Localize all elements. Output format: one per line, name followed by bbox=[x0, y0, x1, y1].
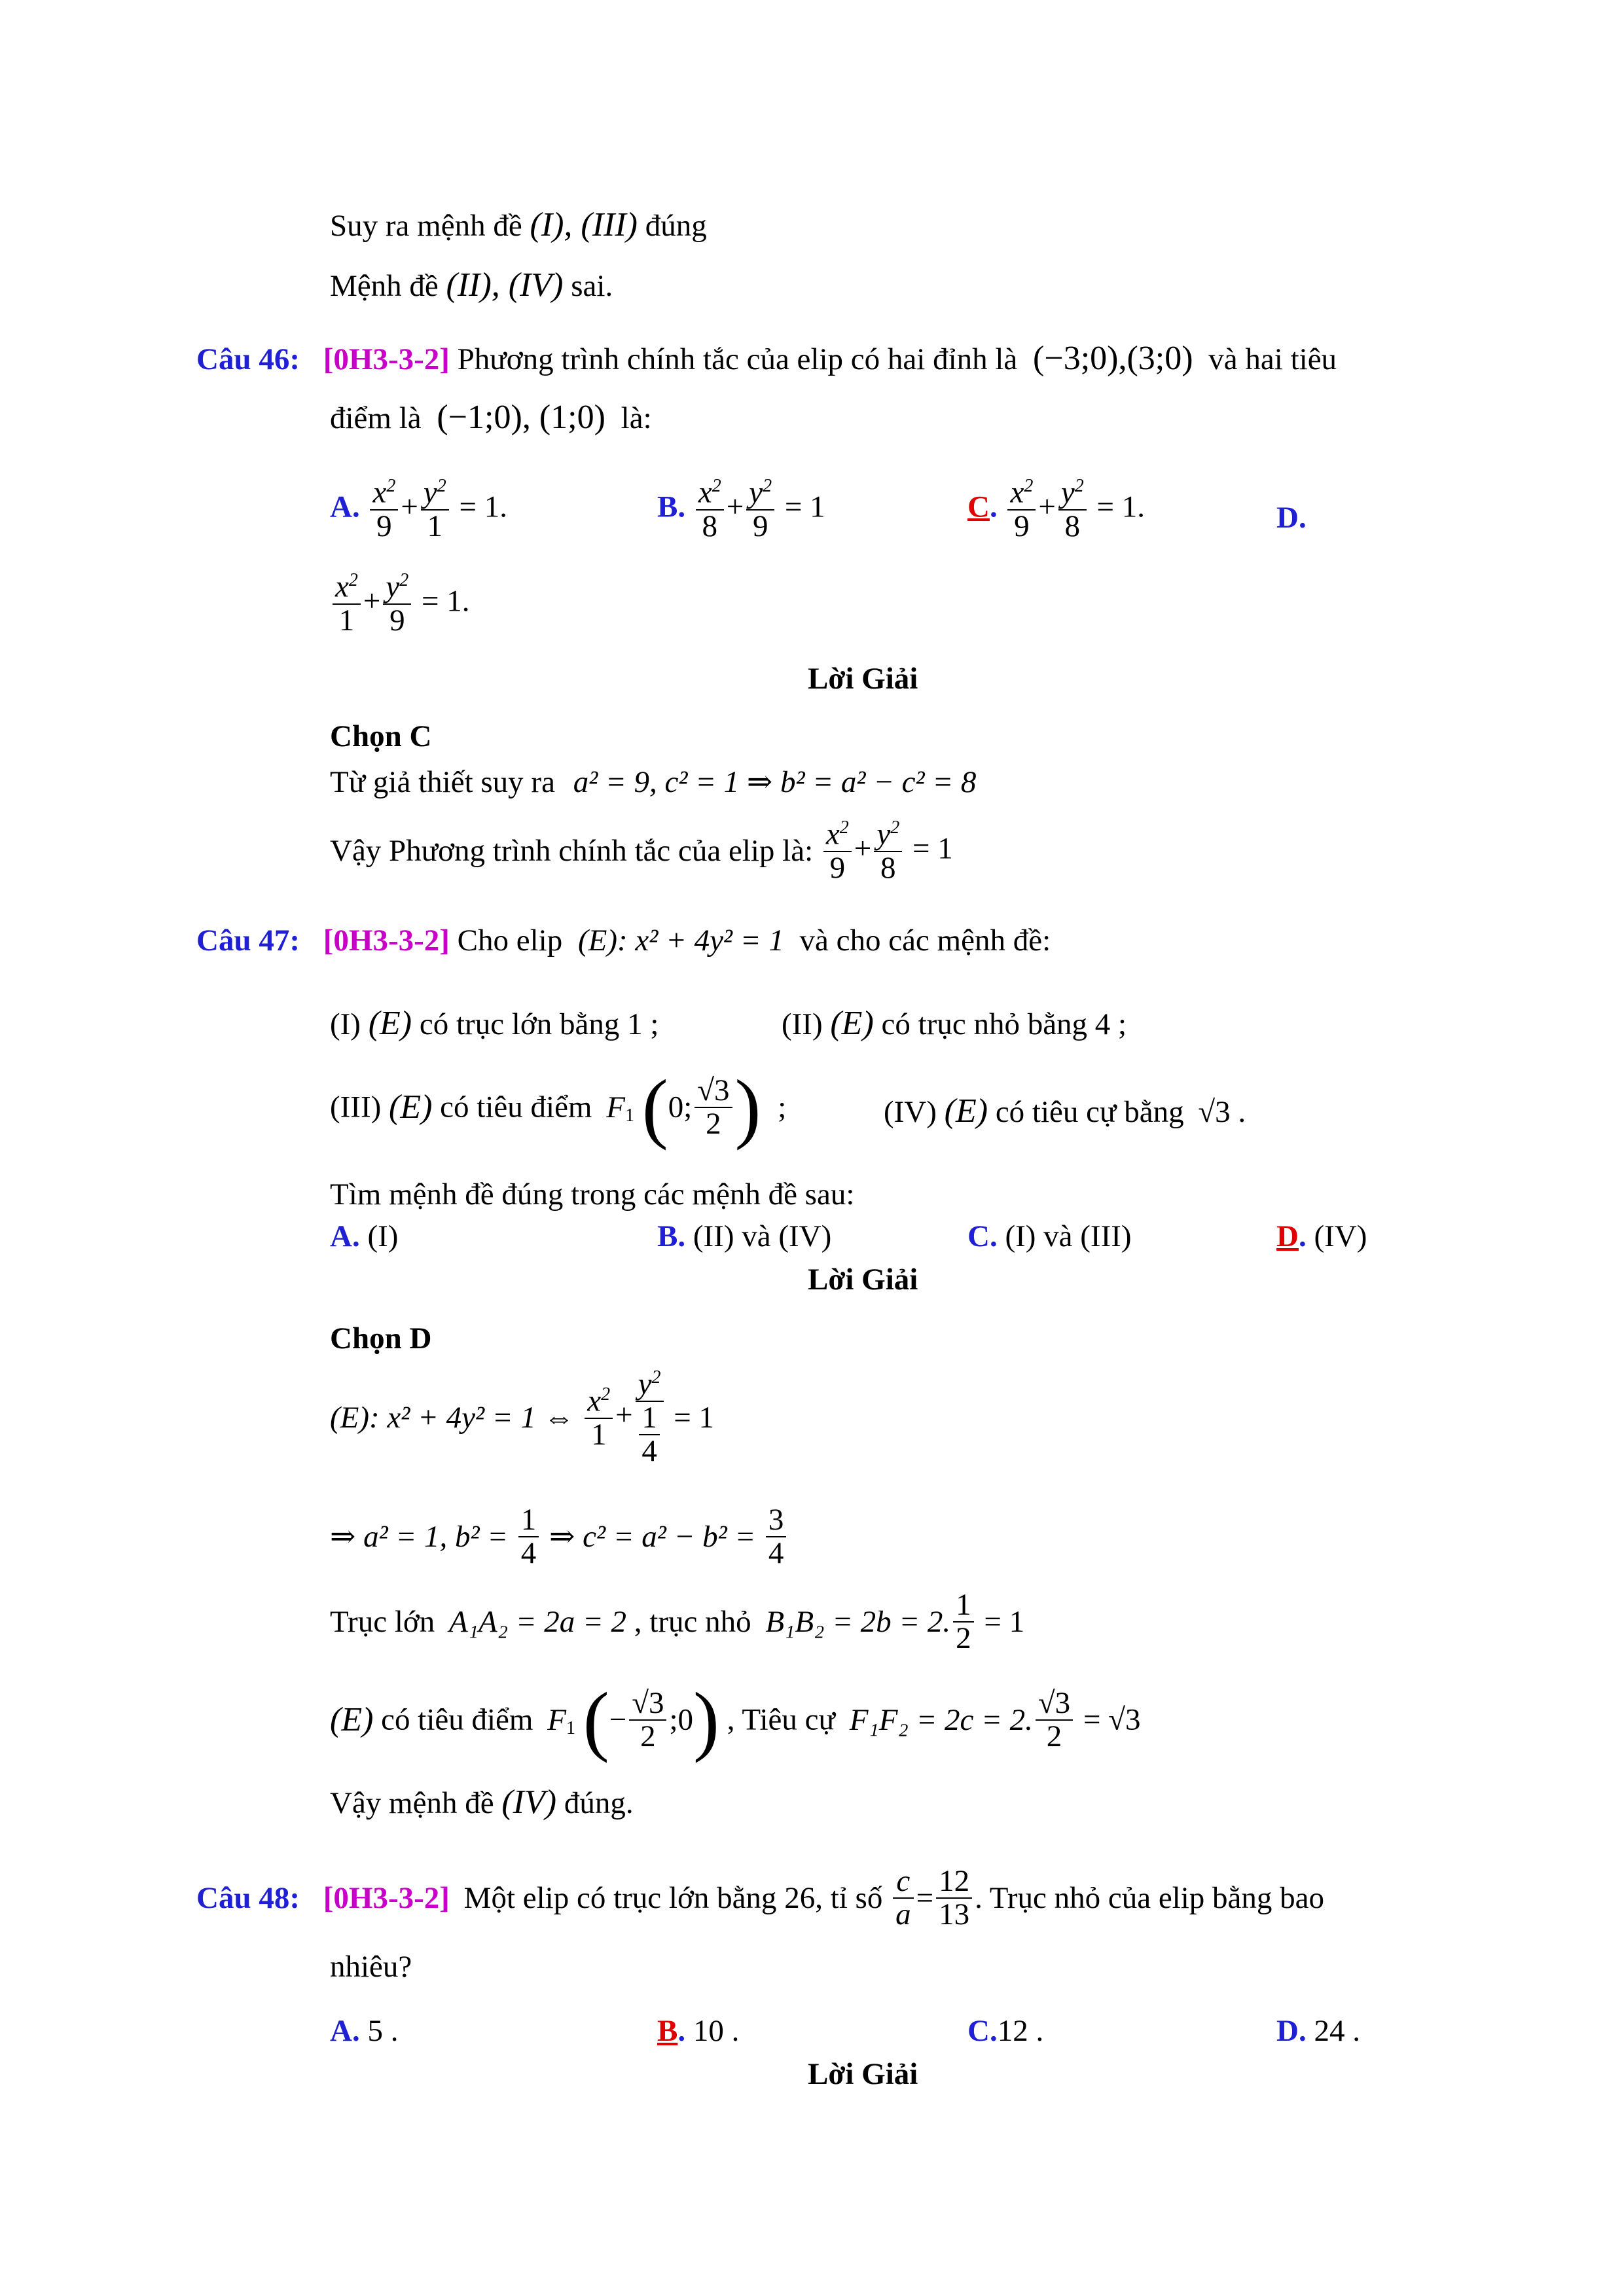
q47-solution-line-1: (E): x² + 4y² = 1 ⇔ $\frac{x^2}{1}$ + $\frac{y^2}{\frac{1}{4}}$ = 1 bbox=[330, 1367, 715, 1469]
math: (II), (IV) bbox=[446, 266, 564, 304]
q48-line-2: nhiêu? bbox=[330, 1950, 412, 1984]
text: Vậy mệnh đề bbox=[330, 1786, 494, 1820]
math: 0; bbox=[668, 1090, 693, 1124]
text: , Tiêu cự bbox=[727, 1702, 835, 1737]
q48-option-b[interactable] bbox=[657, 2016, 739, 2047]
option-text: (II) và (IV) bbox=[693, 1219, 832, 1253]
math: = √3 bbox=[1083, 1702, 1141, 1737]
equation-end: = 1 bbox=[912, 831, 953, 866]
top-line-1 bbox=[330, 208, 707, 242]
option-letter: C. bbox=[967, 1219, 998, 1253]
option-dot: . bbox=[1298, 1219, 1307, 1253]
math: − bbox=[609, 1702, 627, 1737]
fraction: $\frac{y^2}{8}$ bbox=[1058, 476, 1087, 543]
fraction: $\frac{√3}{2}$ bbox=[1036, 1687, 1073, 1753]
option-letter: B. bbox=[657, 490, 686, 524]
q46-line-2 bbox=[330, 401, 652, 435]
subscript: 1 bbox=[566, 1718, 575, 1739]
q48-option-a[interactable] bbox=[330, 2016, 398, 2047]
math: F₁F₂ = 2c = 2. bbox=[849, 1702, 1033, 1737]
text: Từ giả thiết suy ra bbox=[330, 765, 555, 799]
fraction: $\frac{√3}{2}$ bbox=[629, 1687, 666, 1753]
question-tag: [0H3-3-2] bbox=[323, 342, 450, 376]
math: F bbox=[606, 1090, 625, 1124]
chosen-answer: Chọn D bbox=[330, 1321, 432, 1355]
math: = 1 bbox=[984, 1604, 1025, 1639]
math: A₁A₂ = 2a = 2 bbox=[448, 1604, 627, 1639]
math: (E) bbox=[330, 1701, 374, 1738]
q48-option-c[interactable] bbox=[967, 2016, 1043, 2047]
q47-proposition-2 bbox=[782, 1007, 1127, 1041]
fraction: $\frac{x^2}{9}$ bbox=[1007, 476, 1036, 543]
q48-line-1 bbox=[196, 1865, 1324, 1931]
q46-option-c[interactable]: C. $\frac{x^2}{9}$ + $\frac{y^2}{8}$ = 1. bbox=[967, 475, 1145, 543]
option-letter: D. bbox=[1276, 501, 1307, 535]
text: Trục lớn bbox=[330, 1604, 435, 1639]
fraction: $\frac{3}{4}$ bbox=[766, 1504, 787, 1570]
fraction: $\frac{1}{4}$ bbox=[518, 1504, 539, 1570]
q46-option-b[interactable]: B. $\frac{x^2}{8}$ + $\frac{y^2}{9}$ = 1 bbox=[657, 475, 825, 543]
q47-proposition-1 bbox=[330, 1007, 659, 1041]
option-letter-correct: D bbox=[1276, 1219, 1299, 1253]
text: có tiêu điểm bbox=[440, 1090, 592, 1124]
paren: ( bbox=[641, 1064, 668, 1151]
math: ;0 bbox=[669, 1702, 694, 1737]
fraction: $\frac{√3}{2}$ bbox=[695, 1075, 732, 1141]
q47-proposition-4 bbox=[884, 1094, 1246, 1128]
q47-option-c[interactable] bbox=[967, 1221, 1132, 1252]
text: Phương trình chính tắc của elip có hai đỉnh là bbox=[457, 342, 1018, 376]
solution-title: Lời Giải bbox=[808, 2057, 918, 2091]
text: , tỉ số bbox=[815, 1880, 883, 1915]
option-text: 5 . bbox=[367, 2014, 399, 2048]
text: có trục nhỏ bằng 4 ; bbox=[881, 1007, 1127, 1041]
math: B₁B₂ = 2b = 2. bbox=[765, 1604, 951, 1639]
q47-line-1 bbox=[196, 925, 1051, 956]
q47-solution-line-4 bbox=[330, 1676, 1141, 1763]
fraction: $\frac{y^2}{9}$ bbox=[746, 476, 774, 543]
option-letter: D. bbox=[1276, 2014, 1307, 2048]
q47-find: Tìm mệnh đề đúng trong các mệnh đề sau: bbox=[330, 1177, 855, 1211]
text: Một elip có trục lớn bằng bbox=[463, 1880, 777, 1915]
math: (−1;0), (1;0) bbox=[437, 399, 605, 436]
question-tag: [0H3-3-2] bbox=[323, 1880, 450, 1915]
option-letter-correct: C bbox=[967, 490, 990, 524]
option-text: (IV) bbox=[1314, 1219, 1367, 1253]
fraction: $\frac{c}{a}$ bbox=[893, 1865, 914, 1931]
text: đúng bbox=[645, 209, 707, 243]
text: sai. bbox=[571, 269, 613, 303]
math: = 1 bbox=[674, 1400, 715, 1435]
text: Cho elip bbox=[457, 924, 563, 958]
q47-option-b[interactable] bbox=[657, 1221, 831, 1252]
equation-end: = 1. bbox=[1096, 490, 1145, 524]
fraction: $\frac{y^2}{1}$ bbox=[421, 476, 449, 543]
label: (I) bbox=[330, 1007, 361, 1041]
text: và cho các mệnh đề: bbox=[799, 924, 1051, 958]
fraction: $\frac{1}{2}$ bbox=[953, 1589, 974, 1655]
paren: ( bbox=[583, 1676, 609, 1763]
fraction: $\frac{y^2}{\frac{1}{4}}$ bbox=[636, 1368, 664, 1468]
paren: ) bbox=[734, 1064, 761, 1151]
paren: ) bbox=[693, 1676, 720, 1763]
fraction: $\frac{x^2}{1}$ bbox=[333, 571, 361, 637]
q46-option-d-content: $\frac{x^2}{1}$ + $\frac{y^2}{9}$ = 1. bbox=[330, 571, 470, 637]
question-label: Câu 48: bbox=[196, 1880, 300, 1915]
fraction: $\frac{x^2}{9}$ bbox=[370, 476, 398, 543]
option-letter: C. bbox=[967, 2014, 998, 2048]
math: (E): x² + 4y² = 1 bbox=[577, 924, 784, 958]
q47-option-a[interactable] bbox=[330, 1221, 398, 1252]
option-dot: . bbox=[677, 2014, 686, 2048]
q47-solution-line-2 bbox=[330, 1504, 789, 1570]
q48-option-d[interactable] bbox=[1276, 2016, 1360, 2047]
label: (II) bbox=[782, 1007, 823, 1041]
fraction: $\frac{y^2}{9}$ bbox=[383, 571, 411, 637]
text: ; bbox=[778, 1090, 787, 1124]
math: (IV) bbox=[501, 1784, 557, 1821]
text: Mệnh đề bbox=[330, 269, 439, 303]
option-dot: . bbox=[989, 490, 998, 524]
text: điểm là bbox=[330, 401, 422, 435]
option-text: (I) và (III) bbox=[1005, 1219, 1132, 1253]
q47-solution-line-5 bbox=[330, 1785, 634, 1820]
text: có tiêu cự bằng bbox=[995, 1095, 1184, 1129]
q47-option-d[interactable] bbox=[1276, 1221, 1367, 1252]
option-text: 24 . bbox=[1314, 2014, 1360, 2048]
equation-end: = 1. bbox=[459, 490, 507, 524]
text: , trục nhỏ bbox=[634, 1604, 751, 1639]
q46-solution-line-2: Vậy Phương trình chính tắc của elip là: $\frac{x^2}{9}$ + $\frac{y^2}{8}$ = 1 bbox=[330, 817, 953, 885]
text: đúng. bbox=[564, 1786, 634, 1820]
equation-end: = 1. bbox=[422, 584, 470, 619]
text: và hai tiêu bbox=[1208, 342, 1337, 376]
math: √3 . bbox=[1198, 1095, 1246, 1129]
q46-option-d[interactable] bbox=[1276, 503, 1307, 533]
math: (E) bbox=[944, 1092, 988, 1130]
fraction: $\frac{x^2}{9}$ bbox=[823, 818, 852, 884]
option-text: (I) bbox=[367, 1219, 399, 1253]
question-label: Câu 47: bbox=[196, 924, 300, 958]
equation-end: = 1 bbox=[784, 490, 825, 524]
question-label: Câu 46: bbox=[196, 342, 300, 376]
text: có trục lớn bằng 1 ; bbox=[419, 1007, 659, 1041]
fraction: $\frac{y^2}{8}$ bbox=[874, 818, 902, 884]
q47-proposition-3 bbox=[330, 1064, 787, 1151]
subscript: 1 bbox=[624, 1105, 634, 1126]
q46-option-a[interactable]: A. $\frac{x^2}{9}$ + $\frac{y^2}{1}$ = 1. bbox=[330, 475, 507, 543]
text: . Trục nhỏ của elip bằng bao bbox=[975, 1880, 1325, 1915]
math: ⇒ c² = a² − b² = bbox=[549, 1519, 756, 1554]
option-letter: B. bbox=[657, 1219, 686, 1253]
label: (IV) bbox=[884, 1095, 937, 1129]
option-letter: A. bbox=[330, 2014, 360, 2048]
q46-line-1 bbox=[196, 342, 1337, 376]
math: (−3;0),(3;0) bbox=[1033, 340, 1193, 377]
math: (I), (III) bbox=[530, 206, 638, 243]
text: là: bbox=[621, 401, 652, 435]
label: (III) bbox=[330, 1090, 382, 1124]
fraction: $\frac{x^2}{8}$ bbox=[696, 476, 724, 543]
option-letter: A. bbox=[330, 1219, 360, 1253]
q47-solution-line-3 bbox=[330, 1589, 1024, 1655]
math: (E): x² + 4y² = 1 ⇔ bbox=[330, 1400, 575, 1435]
option-letter: A. bbox=[330, 490, 360, 524]
math: F bbox=[547, 1702, 566, 1737]
option-text: 10 . bbox=[693, 2014, 740, 2048]
fraction: $\frac{x^2}{1}$ bbox=[585, 1385, 613, 1451]
math: a² = 9, c² = 1 ⇒ b² = a² − c² = 8 bbox=[573, 765, 977, 799]
text: có tiêu điểm bbox=[381, 1702, 533, 1737]
math: = bbox=[916, 1880, 934, 1915]
fraction: $\frac{12}{13}$ bbox=[936, 1865, 972, 1931]
math: (E) bbox=[368, 1005, 412, 1042]
text: Suy ra mệnh đề bbox=[330, 209, 522, 243]
solution-title: Lời Giải bbox=[808, 662, 918, 696]
solution-title: Lời Giải bbox=[808, 1263, 918, 1297]
text: Vậy Phương trình chính tắc của elip là: bbox=[330, 834, 814, 869]
math: (E) bbox=[830, 1005, 874, 1042]
chosen-answer: Chọn C bbox=[330, 719, 432, 753]
option-letter-correct: B bbox=[657, 2014, 678, 2048]
top-line-2 bbox=[330, 268, 613, 302]
question-tag: [0H3-3-2] bbox=[323, 924, 450, 958]
math: (E) bbox=[389, 1088, 433, 1126]
q46-solution-line-1 bbox=[330, 767, 976, 798]
math: ⇒ a² = 1, b² = bbox=[330, 1519, 508, 1554]
option-text: 12 . bbox=[997, 2014, 1044, 2048]
math: 26 bbox=[784, 1880, 816, 1915]
